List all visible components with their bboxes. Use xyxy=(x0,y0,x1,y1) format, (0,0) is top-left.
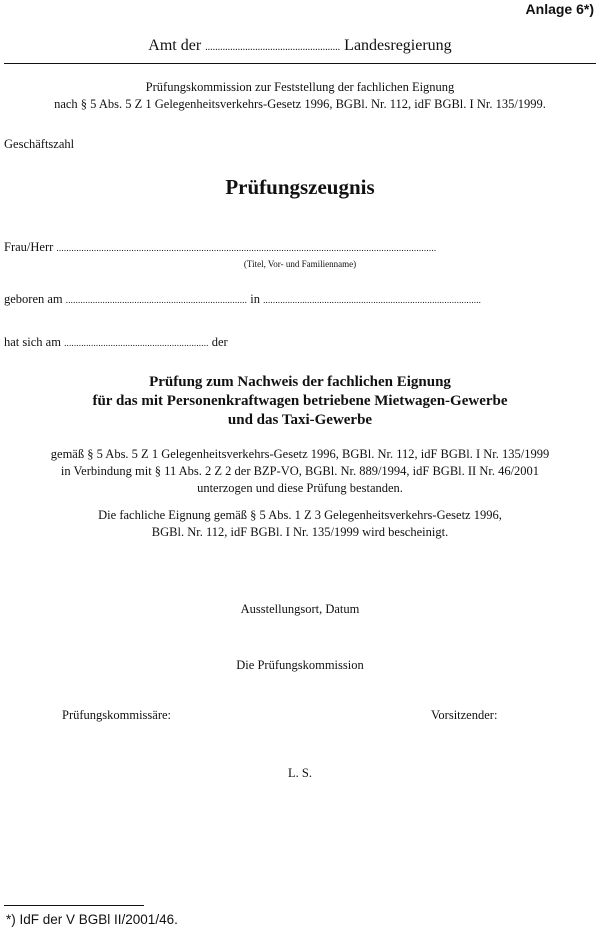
name-fill-dots: ........................................................................................................................................................ xyxy=(56,243,437,253)
legal-basis-line-1: gemäß § 5 Abs. 5 Z 1 Gelegenheitsverkehrs-Gesetz 1996, BGBl. Nr. 112, idF BGBl. I Nr. 135/1999 xyxy=(50,447,550,461)
commission-block xyxy=(0,79,600,113)
certification-line-1: Die fachliche Eignung gemäß § 5 Abs. 1 Z 3 Gelegenheitsverkehrs-Gesetz 1996, xyxy=(98,508,502,522)
commission-signature-label: Die Prüfungskommission xyxy=(236,658,364,672)
exam-date-field-row xyxy=(4,335,228,350)
birth-place-label: in xyxy=(250,292,260,306)
birth-label: geboren am xyxy=(4,292,63,306)
name-field-row xyxy=(4,240,436,255)
certification-block xyxy=(0,507,600,541)
office-prefix: Amt der xyxy=(148,37,202,54)
exam-title-block xyxy=(0,373,600,430)
footnote: *) IdF der V BGBl II/2001/46. xyxy=(6,912,178,927)
office-fill-dots: ...................................................... xyxy=(205,42,341,53)
certification-line-2: BGBl. Nr. 112, idF BGBl. I Nr. 135/1999 wird bescheinigt. xyxy=(151,525,449,539)
name-label: Frau/Herr xyxy=(4,240,54,254)
exam-date-fill-dots: ........................................................... xyxy=(64,338,209,348)
legal-basis-block xyxy=(0,446,600,497)
legal-basis-line-2: in Verbindung mit § 11 Abs. 2 Z 2 der BZP-VO, BGBl. Nr. 889/1994, idF BGBl. II Nr. 46/2001 xyxy=(60,464,540,478)
exam-date-suffix: der xyxy=(211,335,228,349)
reference-number-label: Geschäftszahl xyxy=(4,137,75,151)
exam-title-line-3: und das Taxi-Gewerbe xyxy=(227,412,373,428)
legal-basis-line-3: unterzogen und diese Prüfung bestanden. xyxy=(197,481,403,495)
document-title: Prüfungszeugnis xyxy=(225,175,375,199)
examiners-label: Prüfungskommissäre: xyxy=(62,708,172,722)
exam-date-label: hat sich am xyxy=(4,335,61,349)
footnote-rule xyxy=(4,905,144,906)
birth-fill-dots: .......................................................................... xyxy=(65,295,248,305)
annex-label: Anlage 6*) xyxy=(525,1,594,17)
birth-place-fill-dots: ......................................................................................... xyxy=(263,295,482,305)
seal-label: L. S. xyxy=(288,766,312,780)
office-line xyxy=(0,37,600,55)
birth-field-row xyxy=(4,292,481,307)
place-date-label: Ausstellungsort, Datum xyxy=(240,602,360,616)
office-suffix: Landesregierung xyxy=(344,37,452,54)
exam-title-line-1: Prüfung zum Nachweis der fachlichen Eignung xyxy=(149,374,451,390)
exam-title-line-2: für das mit Personenkraftwagen betriebene Mietwagen-Gewerbe xyxy=(92,393,508,409)
header-rule xyxy=(4,63,596,64)
commission-line-1: Prüfungskommission zur Feststellung der fachlichen Eignung xyxy=(145,80,455,94)
commission-line-2: nach § 5 Abs. 5 Z 1 Gelegenheitsverkehrs-Gesetz 1996, BGBl. Nr. 112, idF BGBl. I Nr. 135/1999. xyxy=(54,97,546,111)
chair-label: Vorsitzender: xyxy=(431,708,498,722)
name-hint: (Titel, Vor- und Familienname) xyxy=(243,259,357,269)
